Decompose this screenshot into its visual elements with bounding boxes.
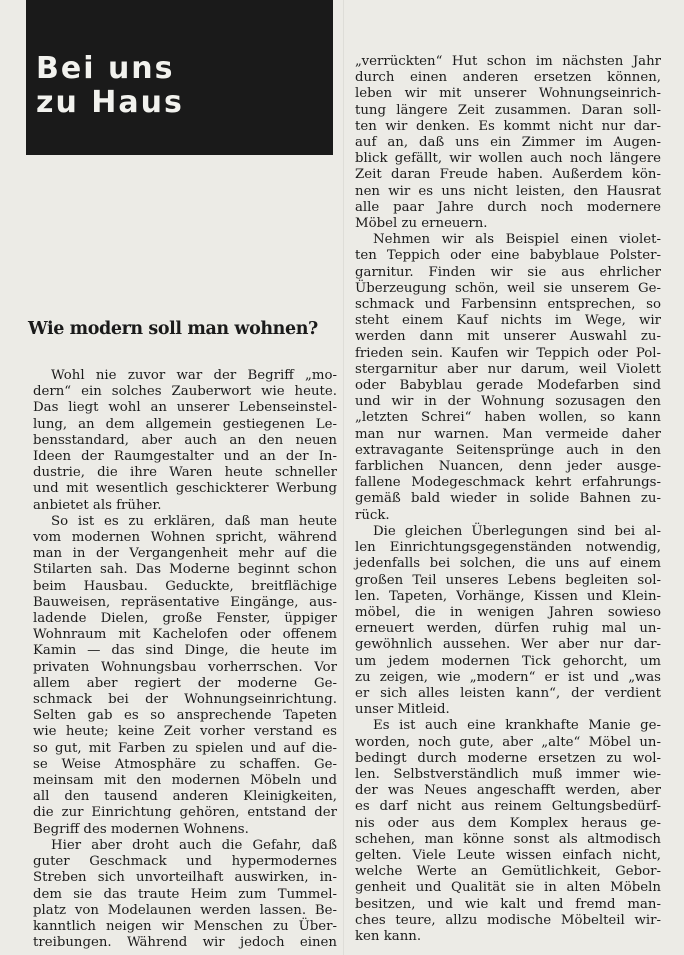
text-line: nis oder aus dem Komplex heraus ge- bbox=[355, 815, 661, 831]
text-line: Stilarten sah. Das Moderne beginnt schon bbox=[33, 562, 337, 578]
text-line: er sich alles leisten kann“, der verdient bbox=[355, 685, 661, 701]
text-line: Zeit daran Freude haben. Außerdem kön- bbox=[355, 167, 661, 183]
text-line: durch einen anderen ersetzen können, bbox=[355, 70, 661, 86]
text-line: anbietet als früher. bbox=[33, 497, 162, 513]
section-title: Bei uns zu Haus bbox=[36, 51, 184, 120]
text-line: jedenfalls bei solchen, die uns auf einem bbox=[355, 556, 661, 572]
text-line: kanntlich neigen wir Menschen zu Über- bbox=[33, 918, 337, 934]
text-line: unser Mitleid. bbox=[355, 702, 450, 718]
text-line: bensstandard, aber auch an den neuen bbox=[33, 432, 337, 448]
text-line: dustrie, die ihre Waren heute schneller bbox=[33, 465, 337, 481]
text-line: nen wir es uns nicht leisten, den Hausrat bbox=[355, 183, 661, 199]
text-line: die zur Einrichtung gehören, entstand der bbox=[33, 805, 337, 821]
text-line: garnitur. Finden wir sie aus ehrlicher bbox=[355, 264, 661, 280]
text-line: Wohnraum mit Kachelofen oder offenem bbox=[33, 627, 337, 643]
text-line: fallene Modegeschmack kehrt erfahrungs- bbox=[355, 475, 661, 491]
text-line: len. Selbstverständlich muß immer wie- bbox=[355, 766, 661, 782]
text-line: bedingt durch moderne ersetzen zu wol- bbox=[355, 750, 661, 766]
text-line: dem sie das traute Heim zum Tummel- bbox=[33, 886, 337, 902]
text-line: worden, noch gute, aber „alte“ Möbel un- bbox=[355, 734, 661, 750]
text-line: extravagante Seitensprünge auch in den bbox=[355, 442, 661, 458]
text-line: gewöhnlich aussehen. Wer aber nur dar- bbox=[355, 637, 661, 653]
text-line: welche Werte an Gemütlichkeit, Gebor- bbox=[355, 864, 661, 880]
text-line: oder Babyblau gerade Modefarben sind bbox=[355, 378, 661, 394]
text-line: wie heute; keine Zeit vorher verstand es bbox=[33, 724, 337, 740]
text-line: Kamin — das sind Dinge, die heute im bbox=[33, 643, 337, 659]
text-line: Streben sich unvorteilhaft auswirken, in- bbox=[33, 870, 337, 886]
text-line: auf an, daß uns ein Zimmer im Augen- bbox=[355, 135, 661, 151]
text-line: Selten gab es so ansprechende Tapeten bbox=[33, 708, 337, 724]
section-header-box bbox=[26, 0, 333, 155]
text-line: farblichen Nuancen, denn jeder ausge- bbox=[355, 459, 661, 475]
text-line: gelten. Viele Leute wissen einfach nicht, bbox=[355, 847, 661, 863]
text-line: se Weise Atmosphäre zu schaffen. Ge- bbox=[33, 756, 337, 772]
text-line: schmack und Farbensinn entsprechen, so bbox=[355, 297, 661, 313]
page-fold bbox=[343, 0, 344, 955]
article-headline: Wie modern soll man wohnen? bbox=[28, 319, 318, 339]
text-line: ladende Dielen, große Fenster, üppiger bbox=[33, 611, 337, 627]
text-line: allem aber regiert der moderne Ge- bbox=[33, 675, 337, 691]
text-line: Das liegt wohl an unserer Lebenseinstel- bbox=[33, 400, 337, 416]
text-line: Bauweisen, repräsentative Eingänge, aus- bbox=[33, 594, 337, 610]
text-line: so gut, mit Farben zu spielen und auf die- bbox=[33, 740, 337, 756]
text-line: Begriff des modernen Wohnens. bbox=[33, 821, 249, 837]
text-line: leben wir mit unserer Wohnungseinrich- bbox=[355, 86, 661, 102]
text-line: dern“ ein solches Zauberwort wie heute. bbox=[33, 384, 337, 400]
text-line: ten Teppich oder eine babyblaue Polster- bbox=[355, 248, 661, 264]
text-line: meinsam mit den modernen Möbeln und bbox=[33, 773, 337, 789]
text-line: len Einrichtungsgegenständen notwendig, bbox=[355, 540, 661, 556]
text-line: ten wir denken. Es kommt nicht nur dar- bbox=[355, 118, 661, 134]
text-line: erneuert werden, dürfen ruhig mal un- bbox=[355, 621, 661, 637]
text-line: möbel, die in wenigen Jahren sowieso bbox=[355, 604, 661, 620]
text-line: all den tausend anderen Kleinigkeiten, bbox=[33, 789, 337, 805]
text-line: werden dann mit unserer Auswahl zu- bbox=[355, 329, 661, 345]
text-line: tung längere Zeit zusammen. Daran soll- bbox=[355, 102, 661, 118]
text-line: Nehmen wir als Beispiel einen violet- bbox=[373, 232, 661, 248]
right-text-column bbox=[355, 54, 661, 945]
text-line: genheit und Qualität sie in alten Möbeln bbox=[355, 880, 661, 896]
text-line: gemäß bald wieder in solide Bahnen zu- bbox=[355, 491, 661, 507]
text-line: man nur warnen. Man vermeide daher bbox=[355, 426, 661, 442]
text-line: es darf nicht aus reinem Geltungsbedürf- bbox=[355, 799, 661, 815]
text-line: frieden sein. Kaufen wir Teppich oder Pol- bbox=[355, 345, 661, 361]
text-line: der was Neues angeschafft werden, aber bbox=[355, 783, 661, 799]
text-line: und mit wesentlich geschickterer Werbung bbox=[33, 481, 337, 497]
text-line: Die gleichen Überlegungen sind bei al- bbox=[373, 523, 661, 539]
text-line: schehen, man könne sonst als altmodisch bbox=[355, 831, 661, 847]
text-line: rück. bbox=[355, 507, 390, 523]
text-line: Ideen der Raumgestalter und an der In- bbox=[33, 449, 337, 465]
text-line: platz von Modelaunen werden lassen. Be- bbox=[33, 902, 337, 918]
text-line: So ist es zu erklären, daß man heute bbox=[51, 513, 337, 529]
text-line: Hier aber droht auch die Gefahr, daß bbox=[51, 837, 337, 853]
left-text-column bbox=[33, 368, 337, 951]
text-line: Möbel zu erneuern. bbox=[355, 216, 488, 232]
text-line: zu zeigen, wie „modern“ er ist und „was bbox=[355, 669, 661, 685]
text-line: vom modernen Wohnen spricht, während bbox=[33, 530, 337, 546]
text-line: alle paar Jahre durch noch modernere bbox=[355, 199, 661, 215]
text-line: lung, an dem allgemein gestiegenen Le- bbox=[33, 416, 337, 432]
text-line: steht einem Kauf nichts im Wege, wir bbox=[355, 313, 661, 329]
text-line: Es ist auch eine krankhafte Manie ge- bbox=[373, 718, 661, 734]
text-line: Überzeugung schön, weil sie unserem Ge- bbox=[355, 280, 661, 296]
text-line: schmack bei der Wohnungseinrichtung. bbox=[33, 692, 337, 708]
text-line: beim Hausbau. Geduckte, breitflächige bbox=[33, 578, 337, 594]
text-line: stergarnitur aber nur darum, weil Violett bbox=[355, 361, 661, 377]
text-line: „letzten Schrei“ haben wollen, so kann bbox=[355, 410, 661, 426]
text-line: man in der Vergangenheit mehr auf die bbox=[33, 546, 337, 562]
text-line: ken kann. bbox=[355, 928, 422, 944]
text-line: guter Geschmack und hypermodernes bbox=[33, 854, 337, 870]
text-line: und wir in der Wohnung sozusagen den bbox=[355, 394, 661, 410]
text-line: len. Tapeten, Vorhänge, Kissen und Klein- bbox=[355, 588, 661, 604]
text-line: „verrückten“ Hut schon im nächsten Jahr bbox=[355, 54, 661, 69]
text-line: privaten Wohnungsbau vorherrschen. Vor bbox=[33, 659, 337, 675]
text-line: treibungen. Während wir jedoch einen bbox=[33, 935, 337, 951]
text-line: großen Teil unseres Lebens begleiten sol- bbox=[355, 572, 661, 588]
text-line: um jedem modernen Tick gehorcht, um bbox=[355, 653, 661, 669]
text-line: besitzen, und wie kalt und fremd man- bbox=[355, 896, 661, 912]
text-line: ches teure, allzu modische Möbelteil wir- bbox=[355, 912, 661, 928]
text-line: Wohl nie zuvor war der Begriff „mo- bbox=[51, 368, 337, 383]
text-line: blick gefällt, wir wollen auch noch längere bbox=[355, 151, 661, 167]
